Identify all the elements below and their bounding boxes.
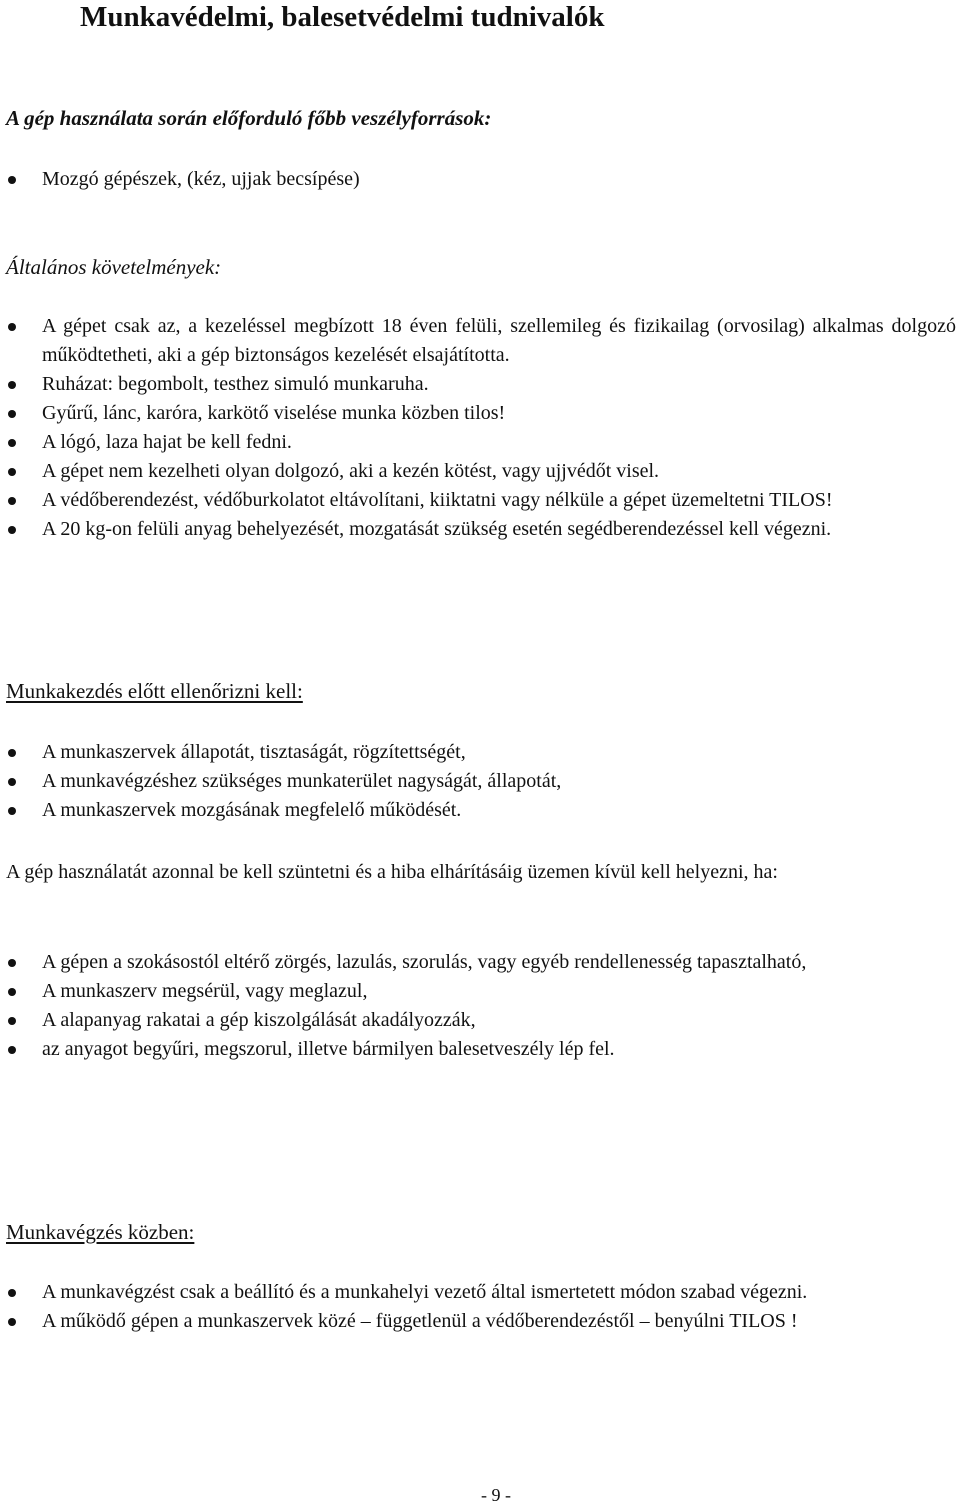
before-start-list bbox=[0, 738, 960, 825]
general-heading: Általános követelmények: bbox=[6, 255, 222, 279]
list-item: A gépet nem kezelheti olyan dolgozó, aki a kezén kötést, vagy ujjvédőt visel. bbox=[0, 457, 960, 486]
list-item: A védőberendezést, védőburkolatot eltávolítani, kiiktatni vagy nélküle a gépet üzemeltetni TILOS! bbox=[0, 486, 960, 515]
list-item: A gépet csak az, a kezeléssel megbízott 18 éven felüli, szellemileg és fizikailag (orvosilag) alkalmas dolgozó működtetheti, aki a gép biztonságos kezelését elsajátította. bbox=[0, 312, 960, 370]
list-item: A 20 kg-on felüli anyag behelyezését, mozgatását szükség esetén segédberendezéssel kell végezni. bbox=[0, 515, 960, 544]
list-item: A munkavégzéshez szükséges munkaterület nagyságát, állapotát, bbox=[0, 767, 960, 796]
bullet-icon bbox=[8, 1318, 16, 1326]
during-work-heading: Munkavégzés közben: bbox=[6, 1220, 195, 1244]
bullet-icon bbox=[8, 1017, 16, 1025]
list-item: az anyagot begyűri, megszorul, illetve bármilyen balesetveszély lép fel. bbox=[0, 1035, 960, 1064]
bullet-icon bbox=[8, 381, 16, 389]
bullet-icon bbox=[8, 1289, 16, 1297]
bullet-icon bbox=[8, 749, 16, 757]
bullet-icon bbox=[8, 176, 16, 184]
list-item: A munkaszerv megsérül, vagy meglazul, bbox=[0, 977, 960, 1006]
list-item: A munkaszervek állapotát, tisztaságát, rögzítettségét, bbox=[0, 738, 960, 767]
list-item: Gyűrű, lánc, karóra, karkötő viselése munka közben tilos! bbox=[0, 399, 960, 428]
stop-paragraph: A gép használatát azonnal be kell szüntetni és a hiba elhárításáig üzemen kívül kell helyezni, ha: bbox=[6, 861, 778, 883]
bullet-icon bbox=[8, 497, 16, 505]
bullet-icon bbox=[8, 323, 16, 331]
list-item: A munkaszervek mozgásának megfelelő működését. bbox=[0, 796, 960, 825]
during-work-list bbox=[0, 1278, 960, 1336]
bullet-icon bbox=[8, 778, 16, 786]
bullet-icon bbox=[8, 959, 16, 967]
hazards-list bbox=[0, 165, 960, 194]
list-item: Ruházat: begombolt, testhez simuló munkaruha. bbox=[0, 370, 960, 399]
bullet-icon bbox=[8, 807, 16, 815]
bullet-icon bbox=[8, 410, 16, 418]
page-number: - 9 - bbox=[481, 1485, 511, 1505]
stop-list bbox=[0, 948, 960, 1064]
bullet-icon bbox=[8, 526, 16, 534]
hazards-heading: A gép használata során előforduló főbb veszélyforrások: bbox=[6, 106, 492, 130]
list-item: A alapanyag rakatai a gép kiszolgálását akadályozzák, bbox=[0, 1006, 960, 1035]
list-item: Mozgó gépészek, (kéz, ujjak becsípése) bbox=[0, 165, 960, 194]
bullet-icon bbox=[8, 1046, 16, 1054]
list-item: A működő gépen a munkaszervek közé – függetlenül a védőberendezéstől – benyúlni TILOS ! bbox=[0, 1307, 960, 1336]
list-item: A lógó, laza hajat be kell fedni. bbox=[0, 428, 960, 457]
page-title: Munkavédelmi, balesetvédelmi tudnivalók bbox=[80, 1, 605, 33]
general-list bbox=[0, 312, 960, 544]
before-start-heading: Munkakezdés előtt ellenőrizni kell: bbox=[6, 679, 303, 703]
list-item: A gépen a szokásostól eltérő zörgés, lazulás, szorulás, vagy egyéb rendellenesség tapasztalható, bbox=[0, 948, 960, 977]
bullet-icon bbox=[8, 439, 16, 447]
list-item: A munkavégzést csak a beállító és a munkahelyi vezető által ismertetett módon szabad végezni. bbox=[0, 1278, 960, 1307]
bullet-icon bbox=[8, 988, 16, 996]
bullet-icon bbox=[8, 468, 16, 476]
